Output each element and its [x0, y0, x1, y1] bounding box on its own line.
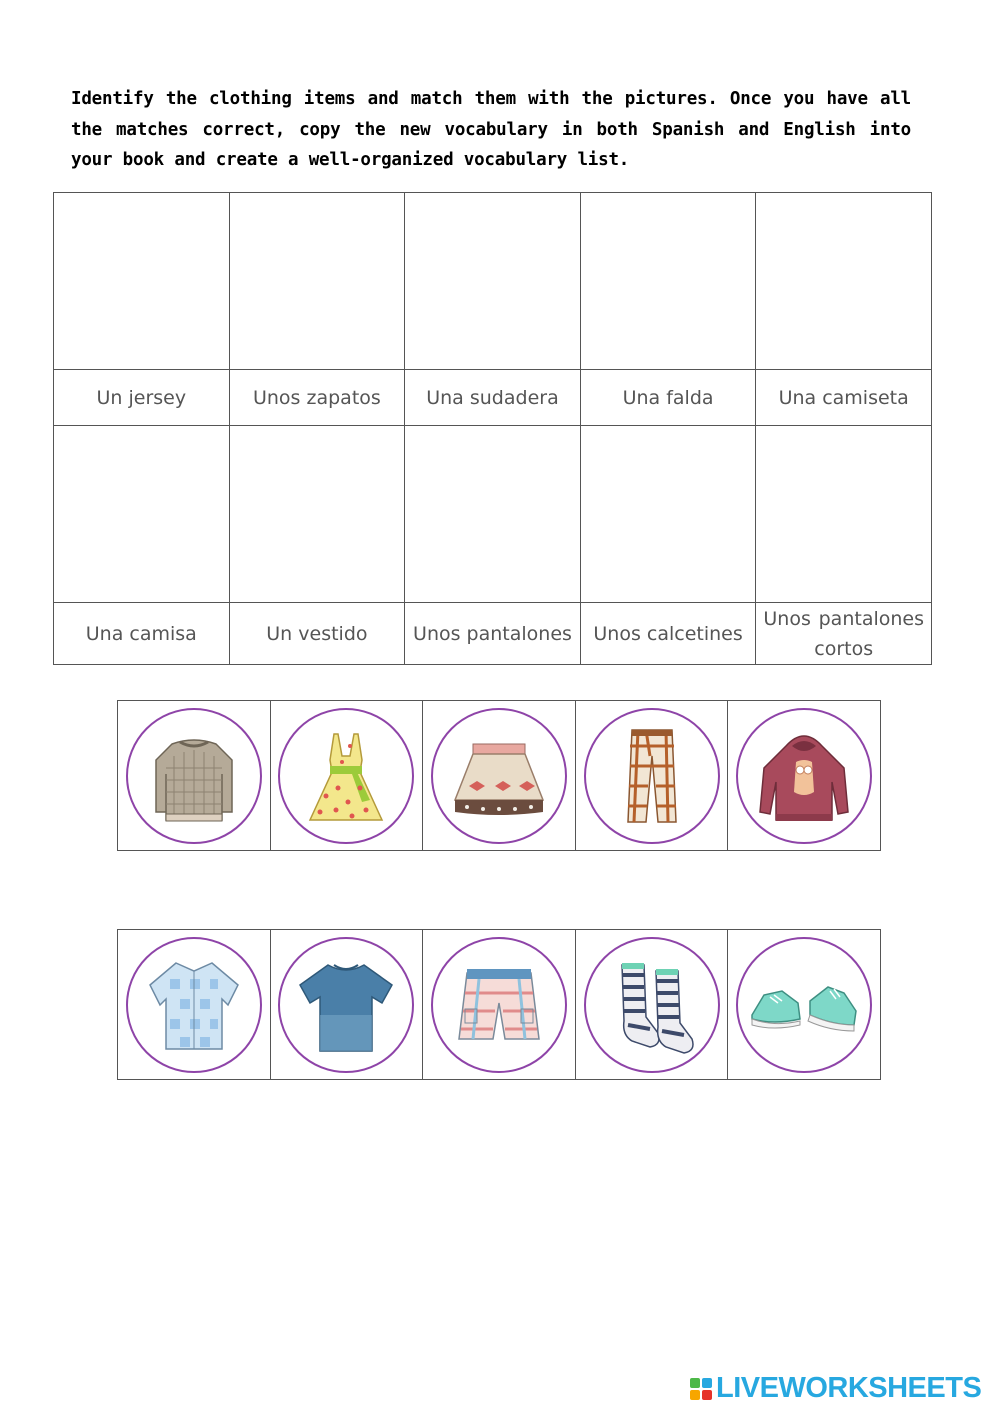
instructions-text: Identify the clothing items and match them with the pictures. Once you have all the matches correct, copy the new vocabulary in both Spanish and English into your book and create a well-organized vocabulary list.: [71, 89, 911, 170]
picture-cell[interactable]: [271, 701, 424, 850]
answer-box[interactable]: [54, 426, 230, 603]
shorts-icon[interactable]: [431, 937, 567, 1073]
picture-cell[interactable]: [576, 930, 729, 1079]
picture-strip-2: [117, 929, 881, 1080]
word-cell: Una camiseta: [756, 370, 932, 426]
word-part: pantalones: [818, 607, 924, 630]
answer-row-1: [54, 193, 932, 370]
word-part: Unos: [763, 607, 811, 630]
picture-strip-1: [117, 700, 881, 851]
picture-cell[interactable]: [423, 930, 576, 1079]
socks-icon[interactable]: [584, 937, 720, 1073]
word-cell: Un vestido: [229, 603, 405, 665]
picture-cell[interactable]: [271, 930, 424, 1079]
answer-box[interactable]: [756, 426, 932, 603]
answer-box[interactable]: [229, 426, 405, 603]
shirt-icon[interactable]: [126, 937, 262, 1073]
word-cell: Una falda: [580, 370, 756, 426]
answer-box[interactable]: [54, 193, 230, 370]
word-cell: Una sudadera: [405, 370, 581, 426]
answer-box[interactable]: [229, 193, 405, 370]
jumper-icon[interactable]: [126, 708, 262, 844]
picture-cell[interactable]: [118, 701, 271, 850]
vocabulary-table: [53, 192, 932, 665]
logo-text: LIVEWORKSHEETS: [716, 1372, 982, 1404]
word-cell: Unos calcetines: [580, 603, 756, 665]
liveworksheets-logo: [690, 1372, 981, 1405]
word-row-2: [54, 603, 932, 665]
word-cell-two-line: [756, 603, 932, 665]
word-cell: Unos pantalones: [405, 603, 581, 665]
word-cell: Unos zapatos: [229, 370, 405, 426]
answer-row-2: [54, 426, 932, 603]
trousers-icon[interactable]: [584, 708, 720, 844]
hoodie-icon[interactable]: [736, 708, 872, 844]
shoes-icon[interactable]: [736, 937, 872, 1073]
picture-cell[interactable]: [728, 930, 880, 1079]
tshirt-icon[interactable]: [278, 937, 414, 1073]
dress-icon[interactable]: [278, 708, 414, 844]
word-cell: Un jersey: [54, 370, 230, 426]
answer-box[interactable]: [405, 426, 581, 603]
picture-cell[interactable]: [118, 930, 271, 1079]
picture-cell[interactable]: [576, 701, 729, 850]
word-cell: Una camisa: [54, 603, 230, 665]
word-row-1: [54, 370, 932, 426]
picture-cell[interactable]: [423, 701, 576, 850]
word-part: cortos: [814, 637, 874, 660]
answer-box[interactable]: [405, 193, 581, 370]
logo-icon: [690, 1378, 712, 1400]
answer-box[interactable]: [756, 193, 932, 370]
answer-box[interactable]: [580, 193, 756, 370]
skirt-icon[interactable]: [431, 708, 567, 844]
picture-cell[interactable]: [728, 701, 880, 850]
answer-box[interactable]: [580, 426, 756, 603]
